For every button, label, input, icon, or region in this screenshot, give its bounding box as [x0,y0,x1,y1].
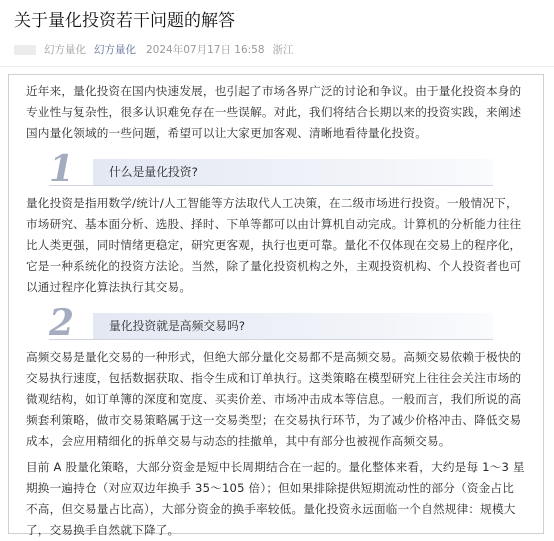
article-meta [14,42,294,57]
publish-location: 浙江 [272,44,294,56]
account-link[interactable]: 幻方量化 [94,44,136,56]
header-divider [0,66,554,67]
section-heading-text: 量化投资就是高频交易吗? [109,319,246,333]
section-2-paragraph-2: 目前 A 股量化策略，大部分资金是短中长周期结合在一起的。量化整体来看，大约是每 1～3 星 期换一遍持仓（对应双边年换手 35～105 倍）；但如果排除提供短期流动性的部分（资金占比 不高，但交易量占比高），大部分资金的换手率较低。量化投资永远面临一个自然规律：规模大 了，交易换手自然就下降了。 [26,460,525,537]
section-1-paragraph: 量化投资是指用数学/统计/人工智能等方法取代人工决策，在二级市场进行投资。一般情况下， 市场研究、基本面分析、选股、择时、下单等都可以由计算机自动完成。计算机的分析能力往往 比人类更强，同时情绪更稳定，研究更客观，执行也更可靠。量化不仅体现在交易上的程序化， 它是一种系统化的投资方法论。当然，除了量化投资机构之外，主观投资机构、个人投资者也可 以通过程序化算法执行其交易。 [26,196,522,294]
section-2-paragraph: 高频交易是量化交易的一种形式，但绝大部分量化交易都不是高频交易。高频交易依赖于极快的 交易执行速度，包括数据获取、指令生成和订单执行。这类策略在模型研究上往往会关注市场的 微观结构，如订单簿的深度和宽度、买卖价差、市场冲击成本等信息。一般而言，我们所说的高 频套利策略，做市交易策略属于这一交易类型；在交易执行环节，为了减少价格冲击、降低交易 成本，会应用精细化的拆单交易与动态的挂撤单，其中有部分也被视作高频交易。 [26,350,522,448]
section-heading-2 [49,302,493,344]
author-name: 幻方量化 [44,44,86,56]
section-heading-1 [49,148,493,190]
section-number: 1 [49,148,75,190]
publish-date: 2024年07月17日 16:58 [146,44,265,56]
article-title: 关于量化投资若干问题的解答 [14,11,235,31]
section-number: 2 [49,302,75,344]
article-body [8,74,544,537]
author-tag [14,45,36,55]
intro-paragraph: 近年来，量化投资在国内快速发展，也引起了市场各界广泛的讨论和争议。由于量化投资本身的 专业性与复杂性，很多认识难免存在一些误解。对此，我们将结合长期以来的投资实践，来阐述 国内量化领域的一些问题，希望可以让大家更加客观、清晰地看待量化投资。 [26,84,522,140]
section-heading-text: 什么是量化投资? [109,165,198,179]
